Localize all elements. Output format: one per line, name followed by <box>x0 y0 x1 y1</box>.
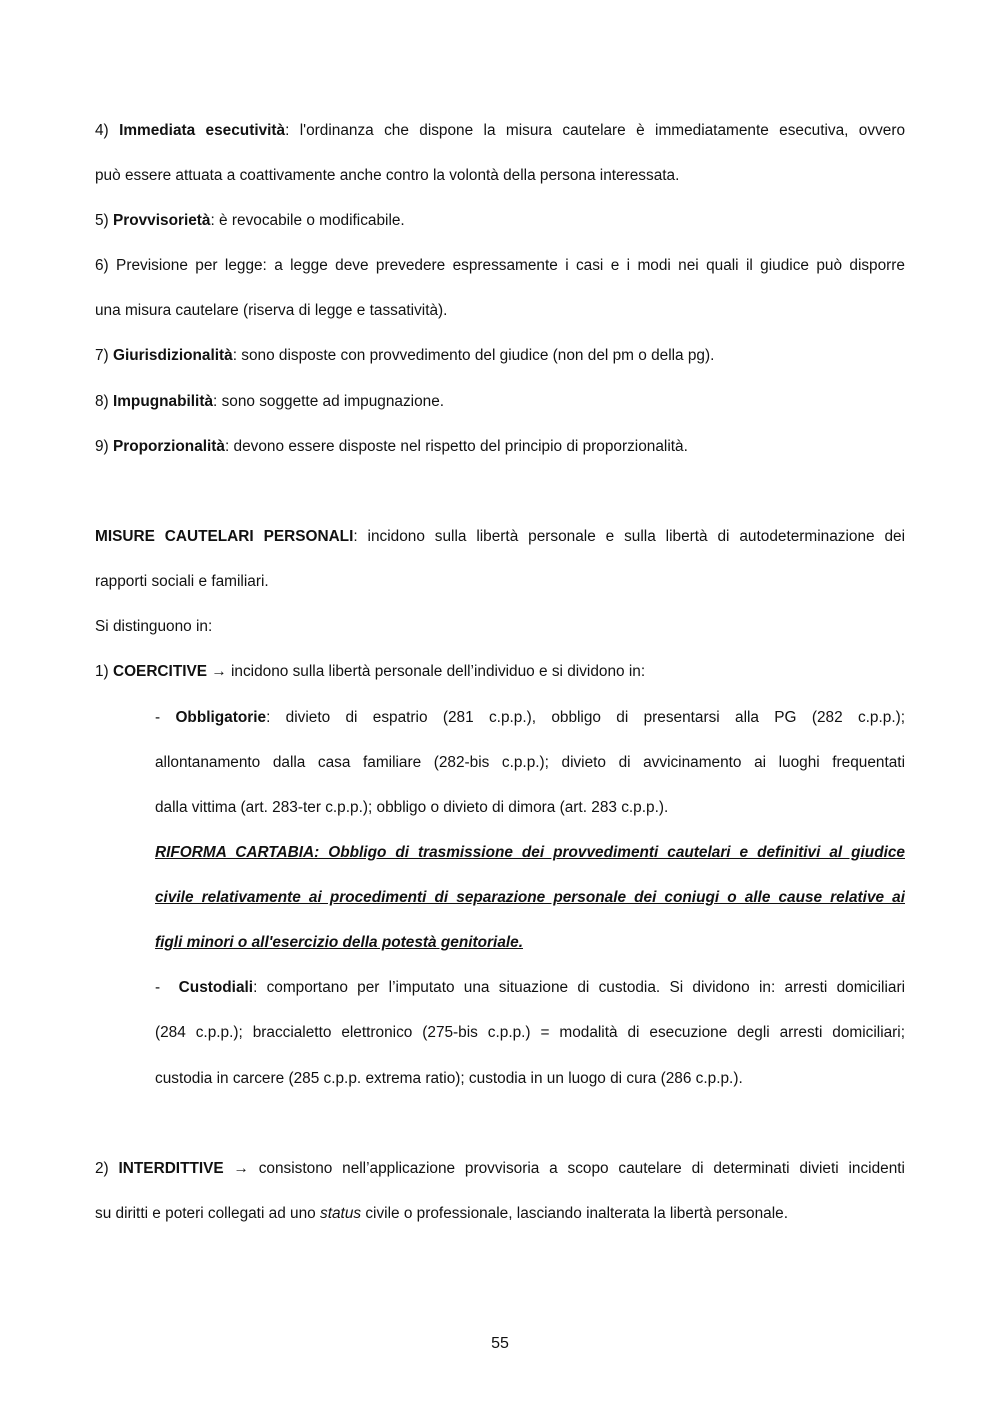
obbligatorie-line-1: - Obbligatorie: divieto di espatrio (281 c.p.p.), obbligo di presentarsi alla PG (282 c.p.p.); <box>155 709 905 726</box>
interdittive-line-2: su diritti e poteri collegati ad uno status civile o professionale, lasciando inalterata la libertà personale. <box>95 1205 788 1222</box>
paragraph-6-line-2: una misura cautelare (riserva di legge e tassatività). <box>95 302 448 319</box>
term-custodiali: Custodiali <box>178 979 254 996</box>
custodiali-line-2: (284 c.p.p.); braccialetto elettronico (275-bis c.p.p.) = modalità di esecuzione degli arresti domiciliari; <box>155 1024 905 1041</box>
term-obbligatorie: Obbligatorie <box>175 709 267 726</box>
paragraph-4-line-2: può essere attuata a coattivamente anche contro la volontà della persona interessata. <box>95 167 680 184</box>
paragraph-7: 7) Giurisdizionalità: sono disposte con provvedimento del giudice (non del pm o della pg). <box>95 347 715 364</box>
riforma-cartabia-line-3: figli minori o all'esercizio della potestà genitoriale. <box>155 934 523 951</box>
arrow-right-icon: → <box>233 1160 249 1177</box>
term-status: status <box>320 1205 362 1222</box>
riforma-cartabia-line-1: RIFORMA CARTABIA: Obbligo di trasmissione dei provvedimenti cautelari e definitivi al giudice <box>155 844 905 861</box>
misure-line-2: rapporti sociali e familiari. <box>95 573 269 590</box>
heading-misure-cautelari-personali: MISURE CAUTELARI PERSONALI <box>95 528 354 545</box>
arrow-right-icon: → <box>211 663 227 680</box>
custodiali-line-1: - Custodiali: comportano per l’imputato una situazione di custodia. Si dividono in: arresti domiciliari <box>155 979 905 996</box>
custodiali-line-3: custodia in carcere (285 c.p.p. extrema ratio); custodia in un luogo di cura (286 c.p.p.). <box>155 1070 743 1087</box>
term-coercitive: COERCITIVE <box>112 663 208 680</box>
paragraph-4-line-1: 4) Immediata esecutività: l'ordinanza che dispone la misura cautelare è immediatamente esecutiva, ovvero <box>95 122 905 139</box>
obbligatorie-line-2: allontanamento dalla casa familiare (282-bis c.p.p.); divieto di avvicinamento ai luoghi frequentati <box>155 754 905 771</box>
obbligatorie-line-3: dalla vittima (art. 283-ter c.p.p.); obbligo o divieto di dimora (art. 283 c.p.p.). <box>155 799 669 816</box>
paragraph-5: 5) Provvisorietà: è revocabile o modificabile. <box>95 212 405 229</box>
term-interdittive: INTERDITTIVE <box>118 1160 224 1177</box>
term-impugnabilita: Impugnabilità <box>112 393 214 410</box>
paragraph-6-line-1: 6) Previsione per legge: a legge deve prevedere espressamente i casi e i modi nei quali il giudice può disporre <box>95 257 905 274</box>
interdittive-line-1: 2) INTERDITTIVE → consistono nell’applicazione provvisoria a scopo cautelare di determinati divieti incidenti <box>95 1160 905 1177</box>
paragraph-9: 9) Proporzionalità: devono essere disposte nel rispetto del principio di proporzionalità. <box>95 438 688 455</box>
paragraph-8: 8) Impugnabilità: sono soggette ad impugnazione. <box>95 393 445 410</box>
term-immediata-esecutivita: Immediata esecutività <box>119 122 286 139</box>
misure-line-1: MISURE CAUTELARI PERSONALI: incidono sulla libertà personale e sulla libertà di autodeterminazione dei <box>95 528 905 545</box>
term-giurisdizionalita: Giurisdizionalità <box>112 347 233 364</box>
misure-line-3: Si distinguono in: <box>95 618 213 635</box>
coercitive-line: 1) COERCITIVE → incidono sulla libertà personale dell’individuo e si dividono in: <box>95 663 646 680</box>
term-proporzionalita: Proporzionalità <box>112 438 225 455</box>
term-provvisorieta: Provvisorietà <box>112 212 211 229</box>
page-number: 55 <box>491 1335 509 1352</box>
riforma-cartabia-line-2: civile relativamente ai procedimenti di separazione personale dei coniugi o alle cause relative ai <box>155 889 905 906</box>
